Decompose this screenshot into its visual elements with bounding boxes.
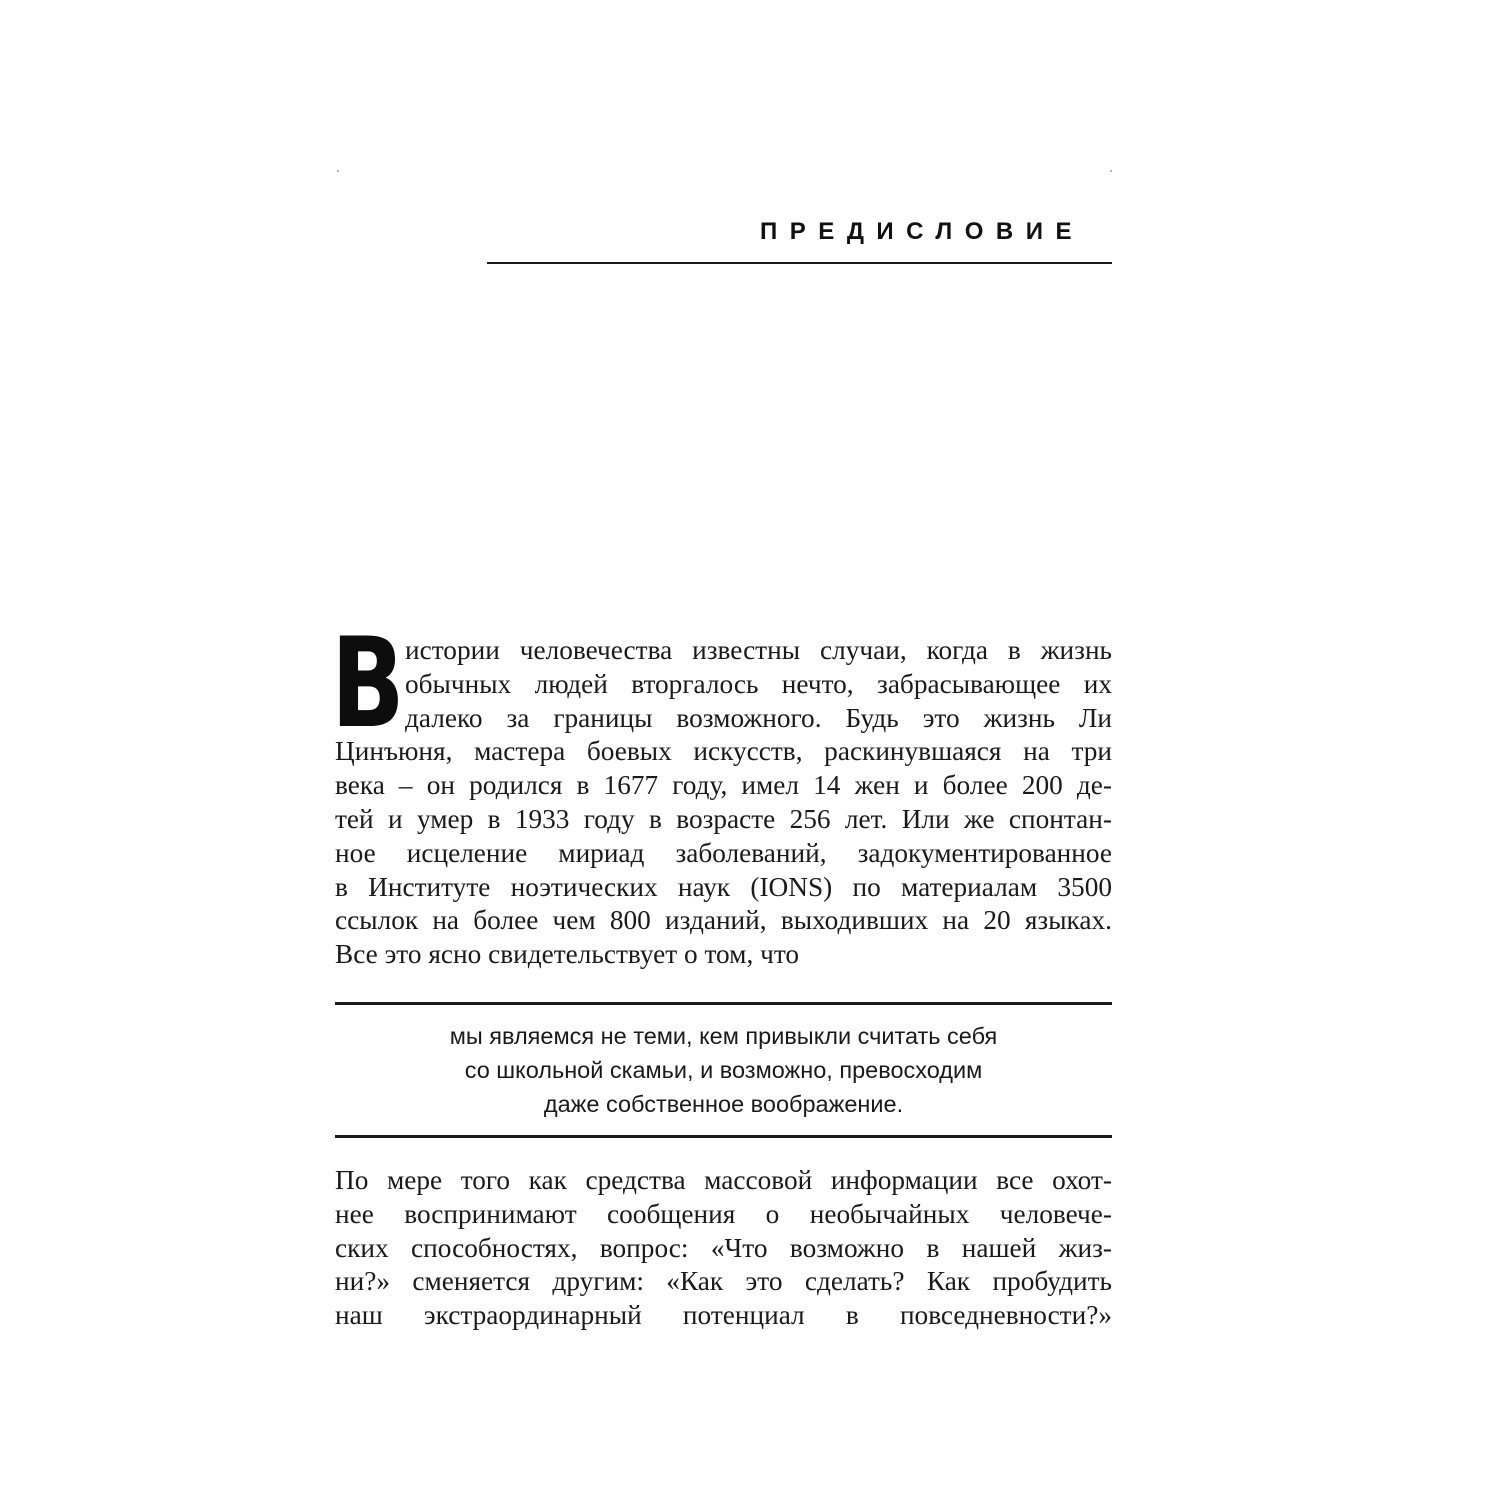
pull-quote-line: мы являемся не теми, кем привыкли считать себя: [449, 1023, 998, 1049]
paragraph-line: Все это ясно свидетельствует о том, что: [335, 939, 800, 970]
chapter-title-rule: [487, 262, 1112, 264]
paragraph-line: обычных людей вторгалось нечто, забрасывающее их: [405, 668, 1112, 699]
continuation-paragraph: [335, 1164, 1112, 1333]
paragraph-line: в Институте ноэтических наук (IONS) по материалам 3500: [335, 871, 1112, 902]
pull-quote: [335, 1019, 1112, 1121]
paragraph-line: ских способностях, вопрос: «Что возможно в нашей жиз-: [335, 1232, 1112, 1263]
paragraph-line: века – он родился в 1677 году, имел 14 жен и более 200 де-: [335, 770, 1112, 801]
paragraph-line: далеко за границы возможного. Будь это жизнь Ли: [405, 702, 1112, 733]
pull-quote-top-rule: [335, 1002, 1112, 1005]
paragraph-line: По мере того как средства массовой информации все охот-: [335, 1165, 1112, 1195]
drop-cap: В: [331, 612, 405, 756]
crop-mark-left: [337, 170, 339, 172]
paragraph-line: Цинъюня, мастера боевых искусств, раскинувшаяся на три: [335, 736, 1112, 767]
paragraph-line: нее воспринимают сообщения о необычайных человече-: [335, 1198, 1112, 1229]
paragraph-line: ни?» сменяется другим: «Как это сделать? Как пробудить: [335, 1266, 1112, 1297]
intro-paragraph: [335, 634, 1112, 972]
paragraph-line: наш экстраординарный потенциал в повседневности?»: [335, 1300, 1112, 1331]
paragraph-line: истории человечества известны случаи, когда в жизнь: [405, 635, 1112, 665]
paragraph-line: ссылок на более чем 800 изданий, выходивших на 20 языках.: [335, 905, 1112, 936]
paragraph-line: ное исцеление мириад заболеваний, задокументированное: [335, 837, 1112, 868]
pull-quote-bottom-rule: [335, 1135, 1112, 1138]
pull-quote-line: даже собственное воображение.: [543, 1091, 904, 1117]
pull-quote-line: со школьной скамьи, и возможно, превосходим: [464, 1057, 983, 1083]
crop-mark-right: [1110, 170, 1112, 172]
chapter-title: ПРЕДИСЛОВИЕ: [760, 218, 1084, 245]
paragraph-line: тей и умер в 1933 году в возрасте 256 лет. Или же спонтан-: [335, 803, 1112, 834]
